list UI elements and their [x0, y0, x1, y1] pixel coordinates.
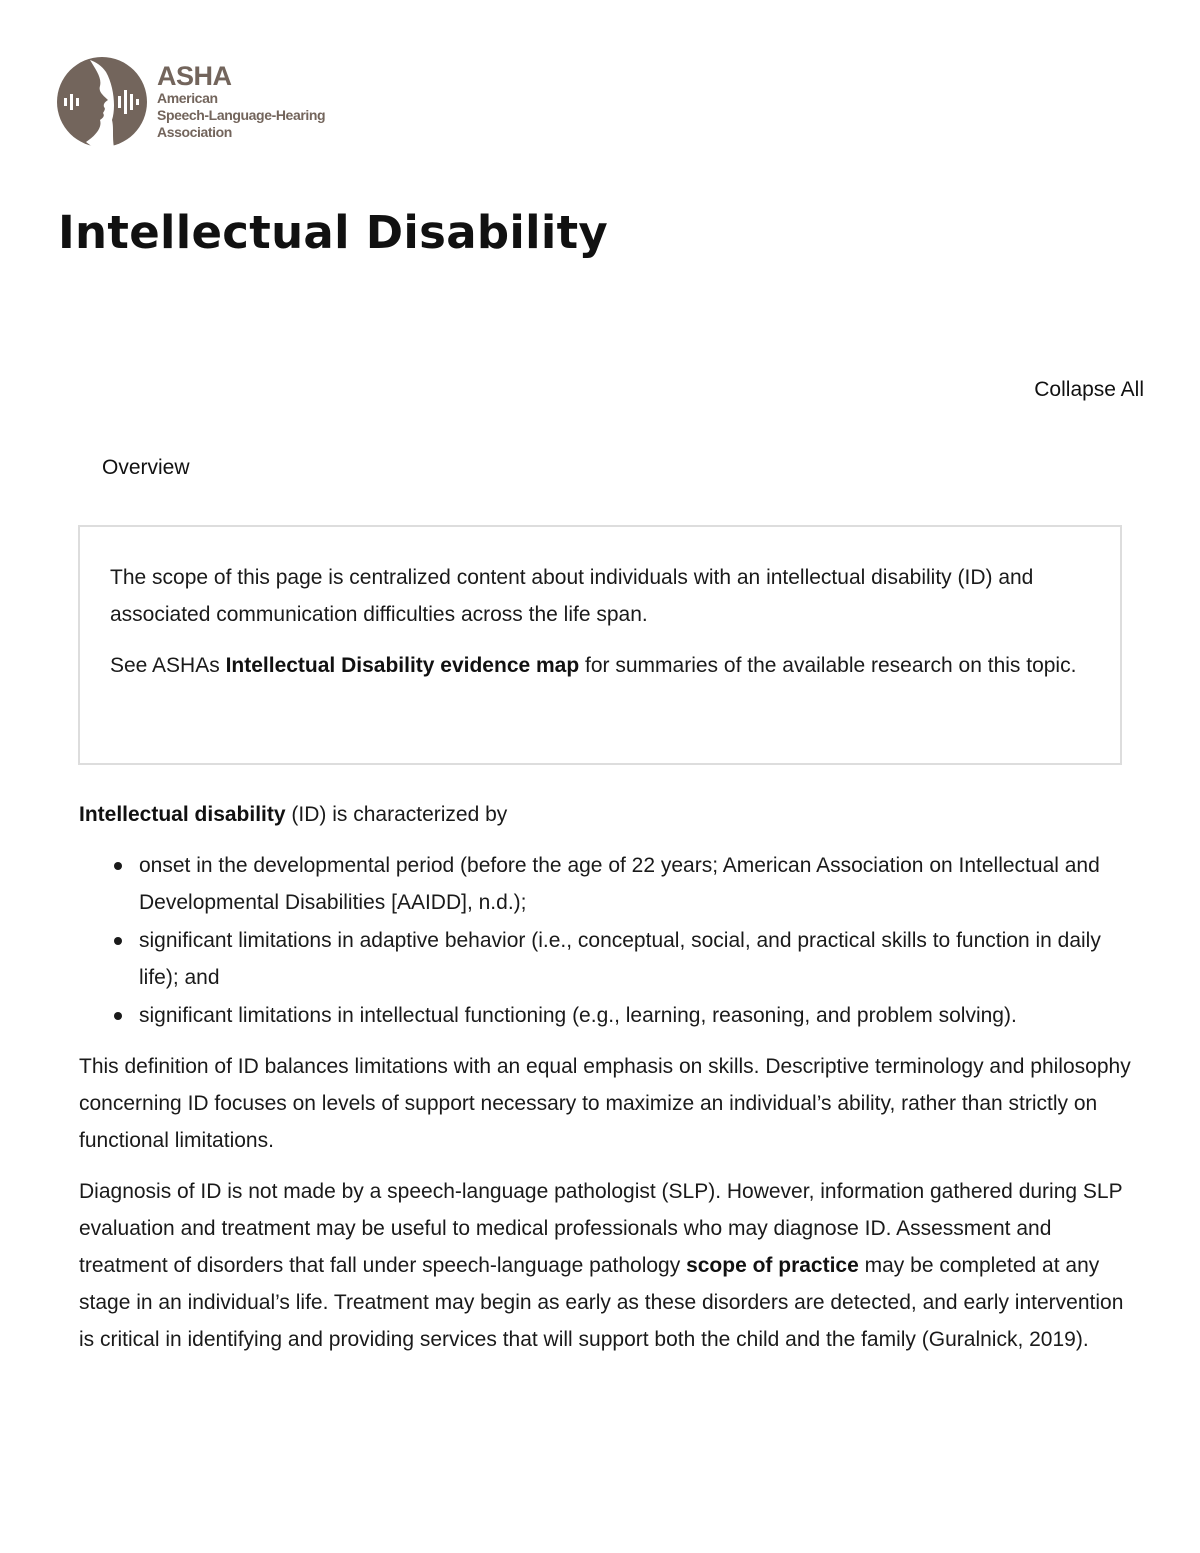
- diagnosis-paragraph: [79, 1173, 1139, 1358]
- evidence-map-paragraph: [110, 647, 1080, 684]
- definition-paragraph: This definition of ID balances limitations with an equal emphasis on skills. Descriptive terminology and philosophy concerning ID focuses on levels of support necessary to maximize an individual’s ability, rather than strictly on functional limitations.: [79, 1055, 1131, 1152]
- bullet-icon: [114, 862, 122, 870]
- list-item-text: significant limitations in intellectual functioning (e.g., learning, reasoning, and problem solving).: [139, 1004, 1017, 1027]
- collapse-all-button[interactable]: Collapse All: [1034, 378, 1144, 401]
- bullet-icon: [114, 1012, 122, 1020]
- logo-wordmark: [157, 62, 325, 141]
- page-title: Intellectual Disability: [58, 206, 609, 259]
- characteristics-list: [79, 847, 1139, 1034]
- logo-line-1: American: [157, 90, 218, 106]
- asha-logo[interactable]: [56, 56, 356, 148]
- scope-text: The scope of this page is centralized content about individuals with an intellectual disability (ID) and associated communication difficulties across the life span.: [110, 566, 1034, 626]
- evidence-prefix: See ASHAs: [110, 654, 226, 677]
- list-item-text: onset in the developmental period (before the age of 22 years; American Association on Intellectual and Developmental Disabilities [AAIDD], n.d.);: [139, 854, 1100, 914]
- list-item: [139, 997, 1139, 1034]
- evidence-map-link[interactable]: Intellectual Disability evidence map: [225, 654, 580, 677]
- logo-acronym: ASHA: [157, 61, 232, 91]
- overview-content: [79, 796, 1139, 1372]
- logo-line-2: Speech-Language-Hearing: [157, 107, 326, 123]
- list-item: [139, 922, 1139, 996]
- scope-callout-box: [78, 525, 1122, 765]
- section-heading-overview[interactable]: Overview: [102, 456, 190, 479]
- logo-line-3: Association: [157, 124, 232, 140]
- diagnosis-text-1: Diagnosis of ID is not made by a speech-language pathologist (SLP). However, information gathered during SLP evaluation and treatment may be useful to medical professionals who may diagnose ID. Assessment and treatment of disorders that fall under speech-language pathology: [79, 1180, 1123, 1277]
- evidence-suffix: for summaries of the available research on this topic.: [579, 654, 1077, 677]
- list-item-text: significant limitations in adaptive behavior (i.e., conceptual, social, and practical skills to function in daily life); and: [139, 929, 1101, 989]
- asha-logo-mark-icon: [56, 56, 148, 148]
- intellectual-disability-link[interactable]: Intellectual disability: [79, 803, 286, 826]
- scope-of-practice-link[interactable]: scope of practice: [686, 1254, 859, 1277]
- list-item: [139, 847, 1139, 921]
- intro-rest: (ID) is characterized by: [285, 803, 508, 826]
- intro-paragraph: [79, 796, 1139, 833]
- bullet-icon: [114, 937, 122, 945]
- diagnosis-text-2: may be completed at any stage in an individual’s life. Treatment may begin as early as these disorders are detected, and early intervention is critical in identifying and providing services that will support both the child and the family (Guralnick, 2019).: [79, 1254, 1124, 1351]
